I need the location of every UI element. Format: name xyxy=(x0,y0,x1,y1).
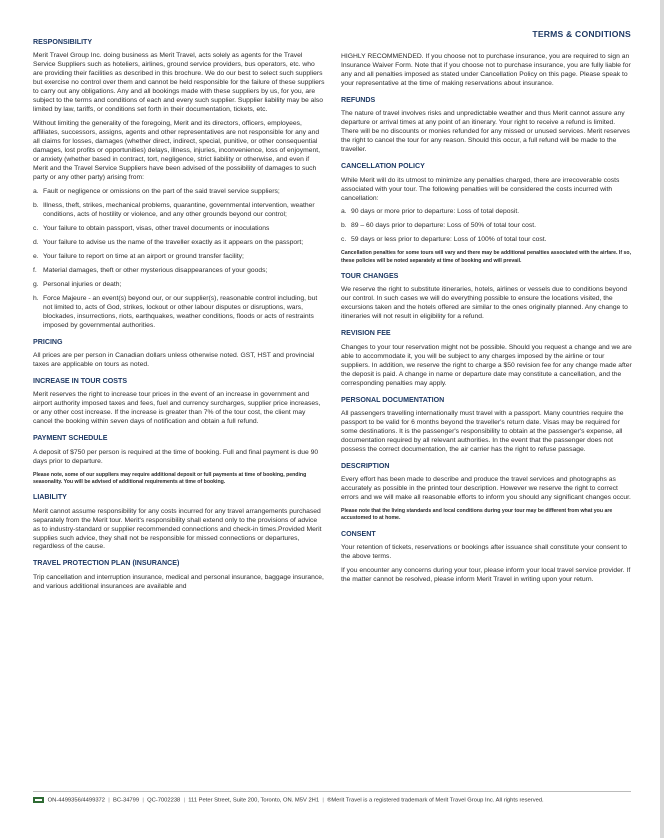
documentation-paragraph: All passengers travelling internationally must travel with a passport. Many countries require the passport to be valid for 6 months beyond the traveller's return date. Visas may be required for some destinations. It is the passenger's responsibility to obtain at the passenger's expense, all documentation required by all relevant authorities. In the event that the passenger does not possess the correct documentation, the air carrier has the right to refuse passage. xyxy=(341,409,624,453)
insurance-continued-paragraph: HIGHLY RECOMMENDED. If you choose not to purchase insurance, you are required to sign an Insurance Waiver Form. Note that if you choose not to purchase insurance, you are fully liable for any and all penalties imposed as stated under Cancellation Policy on this page. Please speak to your representative at the time of making reservations about insurance. xyxy=(341,53,631,87)
insurance-paragraph: Trip cancellation and interruption insurance, medical and personal insurance, baggage insurance, and various additional insurances are available and xyxy=(33,573,324,590)
tico-logo-icon xyxy=(33,797,44,803)
responsibility-paragraph-2: Without limiting the generality of the foregoing, Merit and its directors, officers, employees, affiliates, successors, assigns, agents and other representatives are not responsible for any and all claims for losses, damages (whether direct, indirect, special, punitive, or other consequential damages, lost profits or opportunities) delays, illness, injuries, inconvenience, loss of enjoyment, or anxiety (whether based in contract, tort, negligence, strict liability or otherwise, and even if Merit and the Travel Service Suppliers have been advised of the possibility of damages to such party or any other party) arising from: xyxy=(33,120,321,182)
refunds-paragraph: The nature of travel involves risks and unpredictable weather and thus Merit cannot assure any departure or arrival times at any point of an itinerary. Your right to receive a refund is limited. There will be no discounts or monies refunded for any missed or unused services. Merit reserves the right to cancel the tour for any reason. Should this occur, a full refund will be made to the traveller. xyxy=(341,110,630,154)
heading-tour-changes: TOUR CHANGES xyxy=(341,271,399,280)
footer-divider xyxy=(33,791,631,792)
consent-paragraph-1: Your retention of tickets, reservations or bookings after issuance shall constitute your consent to the above terms. xyxy=(341,544,628,561)
pricing-paragraph: All prices are per person in Canadian dollars unless otherwise noted. GST, HST and provincial taxes are applicable on tours as noted. xyxy=(33,352,315,368)
page-title: TERMS & CONDITIONS xyxy=(532,29,631,39)
footer xyxy=(33,797,544,804)
list-item xyxy=(33,253,325,262)
list-item xyxy=(341,208,633,217)
footer-trademark: ®Merit Travel is a registered trademark of Merit Travel Group Inc. All rights reserved. xyxy=(327,797,544,804)
heading-liability: LIABILITY xyxy=(33,493,67,502)
description-note: Please note that the living standards and local conditions during your tour may be different from what you are accustomed to at home. xyxy=(341,508,613,522)
list-item-text: Your failure to obtain passport, visas, other travel documents or inoculations xyxy=(43,224,270,232)
list-item xyxy=(33,188,325,197)
list-marker: c. xyxy=(33,224,39,232)
list-marker: b. xyxy=(341,222,347,230)
payment-note: Please note, some of our suppliers may require additional deposit or full payments at time of booking, pending seasonality. You will be advised of additional requirements at time of booking. xyxy=(33,471,307,485)
list-item-text: Fault or negligence or omissions on the part of the said travel service suppliers; xyxy=(43,187,280,195)
responsibility-paragraph-1: Merit Travel Group Inc. doing business as Merit Travel, acts solely as agents for the Travel Service Suppliers such as hoteliers, airlines, ground service providers, bus operators, etc. who are providing their facilities as described in this brochure. We do our best to select such suppliers but exercise no control over them and cannot be held responsible for the failure of these suppliers to carry out any obligations. Any and all bookings made with these suppliers by us, for you, are subject to the terms and conditions of each and every such supplier. Supplier liability may be also limited by law, tariffs, or conditions set forth in their documentation, tickets, etc. xyxy=(33,52,325,114)
footer-registration: BC-34799 xyxy=(112,797,140,804)
footer-separator: | xyxy=(140,797,146,804)
list-item-text: Force Majeure - an event(s) beyond our, or our supplier(s), reasonable control including, but not limited to, acts of God, strikes, lockout or other labour disputes or disruptions, wars, blockades, insurrections, riots, earthquakes, weather conditions, floods or acts of restraints imposed by governmental authorities. xyxy=(43,294,318,329)
heading-consent: CONSENT xyxy=(341,529,376,538)
footer-separator: | xyxy=(320,797,326,804)
heading-travel-protection-plan: TRAVEL PROTECTION PLAN (INSURANCE) xyxy=(33,559,180,568)
footer-separator: | xyxy=(106,797,112,804)
cancellation-note: Cancellation penalties for some tours will vary and there may be additional penalties associated with the airfare. If so, these policies will be noted separately at time of booking and will prevail. xyxy=(341,250,632,264)
heading-cancellation-policy: CANCELLATION POLICY xyxy=(341,162,425,171)
footer-separator: | xyxy=(181,797,187,804)
list-item xyxy=(33,267,325,276)
list-item xyxy=(341,236,633,245)
list-item xyxy=(33,225,325,234)
responsibility-list xyxy=(33,188,325,331)
list-marker: g. xyxy=(33,280,39,288)
tour-changes-paragraph: We reserve the right to substitute itineraries, hotels, airlines or vessels due to conditions beyond our control. In such cases we will do everything possible to ensure the locations visited, the excursions taken and the hotels offered are similar to the ones originally planned. Any change to itineraries will not result in eligibility for a refund. xyxy=(341,286,628,321)
list-item xyxy=(33,295,325,331)
heading-refunds: REFUNDS xyxy=(341,95,376,104)
footer-address: 111 Peter Street, Suite 200, Toronto, ON. M5V 2H1 xyxy=(188,797,320,804)
heading-description: DESCRIPTION xyxy=(341,461,390,470)
consent-paragraph-2: If you encounter any concerns during your tour, please inform your local travel service provider. If the matter cannot be resolved, please inform Merit Travel in writing upon your return. xyxy=(341,567,631,583)
left-column xyxy=(33,38,325,597)
heading-payment-schedule: PAYMENT SCHEDULE xyxy=(33,434,108,443)
list-item xyxy=(33,202,325,220)
heading-increase-in-tour-costs: INCREASE IN TOUR COSTS xyxy=(33,376,128,385)
list-item-text: 89 – 60 days prior to departure: Loss of 50% of total tour cost. xyxy=(351,222,536,230)
list-item xyxy=(341,222,633,231)
list-item xyxy=(33,239,325,248)
list-item-text: Material damages, theft or other mysterious disappearances of your goods; xyxy=(43,266,268,274)
list-item-text: Personal injuries or death; xyxy=(43,280,122,288)
list-marker: a. xyxy=(33,187,39,195)
list-item xyxy=(33,281,325,290)
heading-revision-fee: REVISION FEE xyxy=(341,329,391,338)
footer-registration: ON-4499356/4499372 xyxy=(47,797,105,804)
list-marker: d. xyxy=(33,238,39,246)
payment-paragraph: A deposit of $750 per person is required at the time of booking. Full and final payment is due 90 days prior to departure. xyxy=(33,448,319,465)
heading-pricing: PRICING xyxy=(33,337,63,346)
list-marker: e. xyxy=(33,252,39,260)
list-marker: a. xyxy=(341,208,347,216)
description-paragraph: Every effort has been made to describe and produce the travel services and photographs as accurately as possible in the printed tour description. However we reserve the right to correct errors and we will make all reasonable efforts to inform you should any significant changes occur. xyxy=(341,476,631,502)
increase-paragraph: Merit reserves the right to increase tour prices in the event of an increase in government and airport authority imposed taxes and fees, fuel and currency surcharges, supplier price increases, or any other cost increase. If the increase is greater than 7% of the tour cost, the client may cancel the booking within seven days of notification and obtain a full refund. xyxy=(33,391,321,426)
cancellation-list xyxy=(341,208,633,245)
list-item-text: Your failure to advise us the name of the traveller exactly as it appears on the passport; xyxy=(43,238,304,246)
list-item-text: 59 days or less prior to departure: Loss of 100% of total tour cost. xyxy=(351,236,547,244)
revision-paragraph: Changes to your tour reservation might not be possible. Should you request a change and we are able to accommodate it, you will be subject to any charges imposed by the airline or tour suppliers. In addition, we reserve the right to charge a $50 revision fee for any change made after the deposit is paid. A change in name or departure date may constitute a cancellation, and the corresponding penalties may apply. xyxy=(341,343,632,387)
footer-registration: QC-7002238 xyxy=(147,797,181,804)
list-marker: b. xyxy=(33,201,39,209)
cancellation-paragraph: While Merit will do its utmost to minimize any penalties charged, there are irrecoverable costs associated with your tour. The following penalties will be considered the costs incurred with cancellation: xyxy=(341,176,620,202)
liability-paragraph: Merit cannot assume responsibility for any costs incurred for any travel arrangements purchased separately from the Merit tour. Merit's responsibility shall extend only to the provisions of advice as to industry-standard or supplier recommended connections and check-in times.Provided Merit supplies such advice, they shall not be responsible for missed connections or departures, regardless of the cause. xyxy=(33,507,322,551)
list-marker: c. xyxy=(341,236,347,244)
heading-personal-documentation: PERSONAL DOCUMENTATION xyxy=(341,395,445,404)
list-item-text: Illness, theft, strikes, mechanical problems, quarantine, governmental intervention, weather conditions, acts of hostility or violence, and any other grounds beyond our control; xyxy=(43,201,315,218)
list-item-text: 90 days or more prior to departure: Loss of total deposit. xyxy=(351,208,520,216)
list-marker: h. xyxy=(33,294,39,302)
list-item-text: Your failure to report on time at an airport or ground transfer facility; xyxy=(43,252,244,260)
right-column xyxy=(341,53,633,590)
list-marker: f. xyxy=(33,266,37,274)
heading-responsibility: RESPONSIBILITY xyxy=(33,38,93,46)
